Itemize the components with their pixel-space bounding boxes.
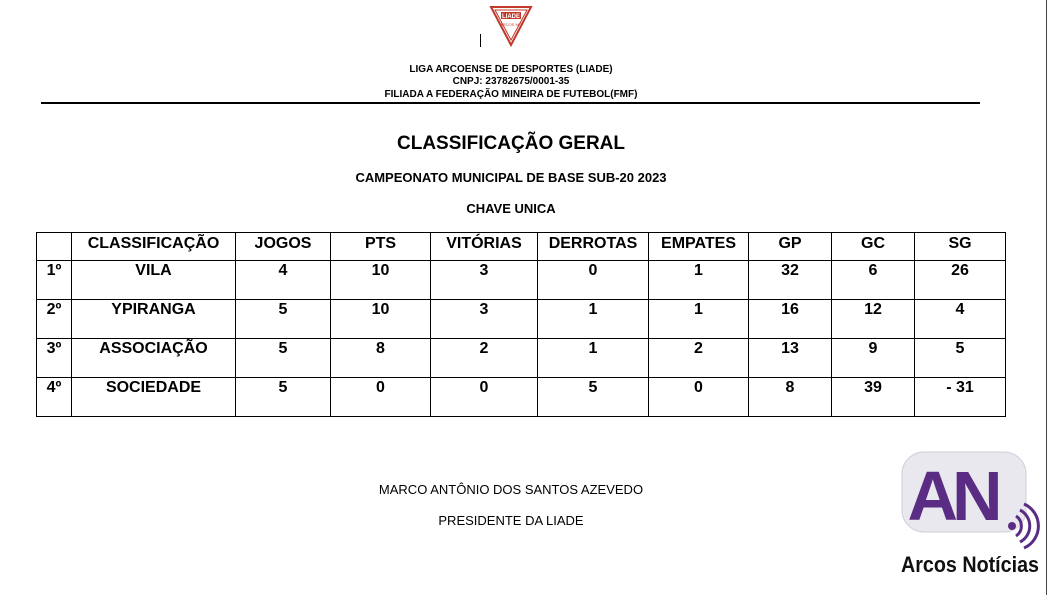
signature-role: PRESIDENTE DA LIADE [438, 513, 584, 528]
table-row [37, 339, 1006, 378]
group-label: CHAVE UNICA [466, 201, 556, 216]
col-header: EMPATES [649, 233, 749, 261]
col-header: PTS [331, 233, 431, 261]
table-cell: VILA [72, 261, 236, 300]
table-cell: ASSOCIAÇÃO [72, 339, 236, 378]
table-cell: 10 [331, 300, 431, 339]
table-cell: 5 [538, 378, 649, 417]
table-cell: 8 [331, 339, 431, 378]
table-cell: 0 [431, 378, 538, 417]
affiliation: FILIADA A FEDERAÇÃO MINEIRA DE FUTEBOL(FMF) [384, 89, 638, 100]
header-divider [41, 102, 980, 104]
col-header: SG [915, 233, 1006, 261]
col-header: GP [749, 233, 832, 261]
table-cell: 3º [37, 339, 72, 378]
table-cell: 13 [749, 339, 832, 378]
table-cell: 2 [649, 339, 749, 378]
table-cell: 5 [236, 300, 331, 339]
table-cell: 32 [749, 261, 832, 300]
table-cell: 5 [236, 339, 331, 378]
table-cell: SOCIEDADE [72, 378, 236, 417]
col-header [37, 233, 72, 261]
table-cell: 10 [331, 261, 431, 300]
col-header: GC [832, 233, 915, 261]
standings-table [36, 232, 1006, 417]
table-cell: 8 [749, 378, 832, 417]
page-subtitle: CAMPEONATO MUNICIPAL DE BASE SUB-20 2023 [355, 170, 667, 185]
table-cell: 1 [538, 339, 649, 378]
table-cell: 6 [832, 261, 915, 300]
table-cell: 3 [431, 300, 538, 339]
table-row [37, 300, 1006, 339]
table-cell: 0 [538, 261, 649, 300]
page-title: CLASSIFICAÇÃO GERAL [397, 133, 625, 154]
table-cell: 1 [649, 261, 749, 300]
table-cell: 4 [915, 300, 1006, 339]
table-cell: 5 [915, 339, 1006, 378]
logo-text-bottom: ARCOS MG [500, 22, 522, 27]
text-cursor [480, 34, 481, 47]
table-cell: 4º [37, 378, 72, 417]
table-cell: 1º [37, 261, 72, 300]
table-row [37, 261, 1006, 300]
logo-text-top: LIADE [502, 14, 520, 20]
table-row [37, 378, 1006, 417]
table-cell: 4 [236, 261, 331, 300]
org-name: LIGA ARCOENSE DE DESPORTES (LIADE) [409, 64, 613, 75]
table-cell: 16 [749, 300, 832, 339]
table-cell: YPIRANGA [72, 300, 236, 339]
table-cell: 26 [915, 261, 1006, 300]
table-cell: 39 [832, 378, 915, 417]
col-header: VITÓRIAS [431, 233, 538, 261]
table-cell: 2 [431, 339, 538, 378]
table-cell: 1 [538, 300, 649, 339]
table-cell: 3 [431, 261, 538, 300]
col-header: DERROTAS [538, 233, 649, 261]
arcos-noticias-logo [898, 450, 1043, 580]
cnpj: CNPJ: 23782675/0001-35 [452, 76, 570, 87]
table-cell: 5 [236, 378, 331, 417]
col-header: JOGOS [236, 233, 331, 261]
table-cell: 0 [649, 378, 749, 417]
table-cell: 2º [37, 300, 72, 339]
watermark-mark: AN [907, 457, 997, 535]
table-cell: - 31 [915, 378, 1006, 417]
table-cell: 12 [832, 300, 915, 339]
table-cell: 9 [832, 339, 915, 378]
table-header-row [37, 233, 1006, 261]
table-cell: 1 [649, 300, 749, 339]
signature-name: MARCO ANTÔNIO DOS SANTOS AZEVEDO [378, 482, 644, 497]
page-border [1046, 0, 1047, 595]
liade-logo [489, 5, 533, 47]
table-cell: 0 [331, 378, 431, 417]
watermark-label: Arcos Notícias [901, 552, 1039, 577]
col-header: CLASSIFICAÇÃO [72, 233, 236, 261]
